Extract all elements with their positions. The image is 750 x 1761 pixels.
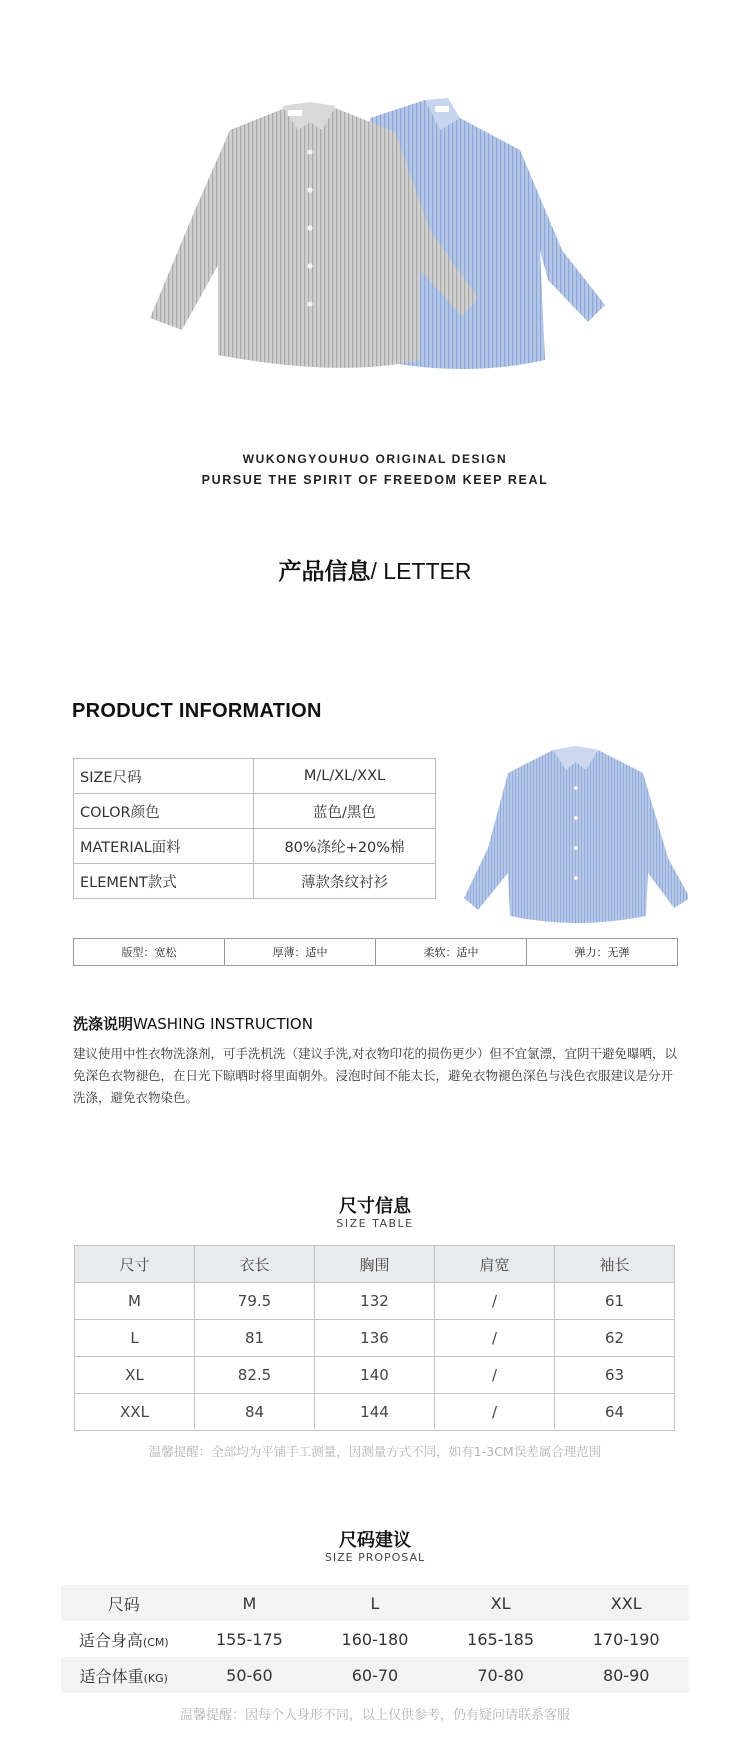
table-cell: 64 [555, 1394, 675, 1431]
height-unit: (CM) [142, 1635, 169, 1649]
table-row [75, 1320, 675, 1357]
table-row [74, 939, 678, 966]
column-header: 袖长 [555, 1246, 675, 1283]
column-header: XL [438, 1585, 564, 1621]
column-header: 衣长 [195, 1246, 315, 1283]
info-value: M/L/XL/XXL [254, 759, 436, 794]
washing-title-cn: 洗涤说明 [73, 1015, 134, 1033]
table-row [75, 1357, 675, 1394]
row-label-height [61, 1621, 187, 1657]
table-cell: 144 [315, 1394, 435, 1431]
washing-instruction-text: 建议使用中性衣物洗涤剂，可手洗机洗（建议手洗,对衣物印花的损伤更少）但不宜氯漂，宜阴干避免曝晒，以免深色衣物褪色，在日光下晾晒时将里面朝外。浸泡时间不能太长，避免衣物褪色深色与浅色衣服建议是分开洗涤，避免衣物染色。 [73, 1046, 677, 1105]
table-cell: 132 [315, 1283, 435, 1320]
table-cell: 160-180 [341, 1629, 409, 1649]
letter-title-cn: 产品信息 [278, 559, 371, 585]
info-key: ELEMENT款式 [74, 864, 254, 899]
measurement-note: 温馨提醒：全部均为平铺手工测量，因测量方式不同，如有1-3CM误差属合理范围 [148, 1444, 602, 1459]
letter-title-en: / LETTER [370, 558, 472, 584]
row-label-weight [61, 1657, 187, 1693]
height-label: 适合身高 [78, 1630, 143, 1650]
table-row [75, 1394, 675, 1431]
table-cell: 82.5 [195, 1357, 315, 1394]
table-cell: 170-190 [592, 1629, 660, 1649]
table-cell: XXL [75, 1394, 195, 1431]
attribute-fit: 版型：宽松 [74, 939, 225, 966]
table-header-row [61, 1585, 689, 1621]
table-cell: 165-185 [467, 1629, 534, 1649]
size-table-title: 尺寸信息 [339, 1196, 411, 1217]
size-table-subtitle: SIZE TABLE [336, 1217, 414, 1230]
table-cell: L [75, 1320, 195, 1357]
table-cell: 63 [555, 1357, 675, 1394]
table-row [74, 829, 436, 864]
info-key: COLOR颜色 [74, 794, 254, 829]
weight-unit: (KG) [143, 1671, 168, 1685]
info-key: MATERIAL面料 [74, 829, 254, 864]
product-info-table [73, 758, 436, 899]
table-cell: 81 [195, 1320, 315, 1357]
column-header: 胸围 [315, 1246, 435, 1283]
table-row [61, 1657, 689, 1693]
product-attributes [73, 938, 678, 966]
table-row [74, 864, 436, 899]
column-header: XXL [563, 1585, 689, 1621]
weight-label: 适合体重 [79, 1666, 144, 1686]
table-row [61, 1621, 689, 1657]
brand-tagline-2: PURSUE THE SPIRIT OF FREEDOM KEEP REAL [201, 473, 549, 487]
blue-shirt-thumbnail [458, 738, 688, 928]
column-header: 尺码 [61, 1585, 187, 1621]
table-header-row [75, 1246, 675, 1283]
washing-title-en: WASHING INSTRUCTION [133, 1015, 313, 1033]
table-cell: 84 [195, 1394, 315, 1431]
table-cell: 70-80 [438, 1657, 564, 1693]
attribute-thickness: 厚薄：适中 [225, 939, 376, 966]
table-cell: 61 [555, 1283, 675, 1320]
table-cell: 80-90 [563, 1657, 689, 1693]
size-proposal-table [61, 1585, 689, 1693]
info-value: 薄款条纹衬衫 [254, 864, 436, 899]
table-cell: 50-60 [187, 1657, 313, 1693]
info-key: SIZE尺码 [74, 759, 254, 794]
size-proposal-subtitle: SIZE PROPOSAL [324, 1551, 426, 1564]
table-cell: / [435, 1357, 555, 1394]
table-row [74, 794, 436, 829]
table-cell: 60-70 [312, 1657, 438, 1693]
brand-tagline-1: WUKONGYOUHUO ORIGINAL DESIGN [242, 452, 508, 466]
table-cell: 140 [315, 1357, 435, 1394]
table-cell: 155-175 [215, 1629, 283, 1649]
size-table [74, 1245, 675, 1431]
column-header: 肩宽 [435, 1246, 555, 1283]
washing-title [73, 1013, 313, 1034]
table-cell: / [435, 1394, 555, 1431]
size-proposal-title: 尺码建议 [339, 1530, 411, 1551]
table-cell: 136 [315, 1320, 435, 1357]
product-information-title: PRODUCT INFORMATION [72, 700, 322, 722]
table-cell: XL [75, 1357, 195, 1394]
size-proposal-note: 温馨提醒：因每个人身形不同，以上仅供参考，仍有疑问请联系客服 [179, 1708, 570, 1723]
attribute-elasticity: 弹力：无弹 [527, 939, 678, 966]
table-cell: 79.5 [195, 1283, 315, 1320]
table-cell: 62 [555, 1320, 675, 1357]
table-row [75, 1283, 675, 1320]
attribute-softness: 柔软：适中 [376, 939, 527, 966]
info-value: 80%涤纶+20%棉 [254, 829, 436, 864]
table-cell: / [435, 1283, 555, 1320]
info-value: 蓝色/黑色 [254, 794, 436, 829]
table-cell: / [435, 1320, 555, 1357]
table-cell: M [75, 1283, 195, 1320]
column-header: L [312, 1585, 438, 1621]
table-row [74, 759, 436, 794]
hero-product-image [0, 0, 750, 420]
section-title-letter [0, 553, 750, 586]
column-header: 尺寸 [75, 1246, 195, 1283]
column-header: M [187, 1585, 313, 1621]
